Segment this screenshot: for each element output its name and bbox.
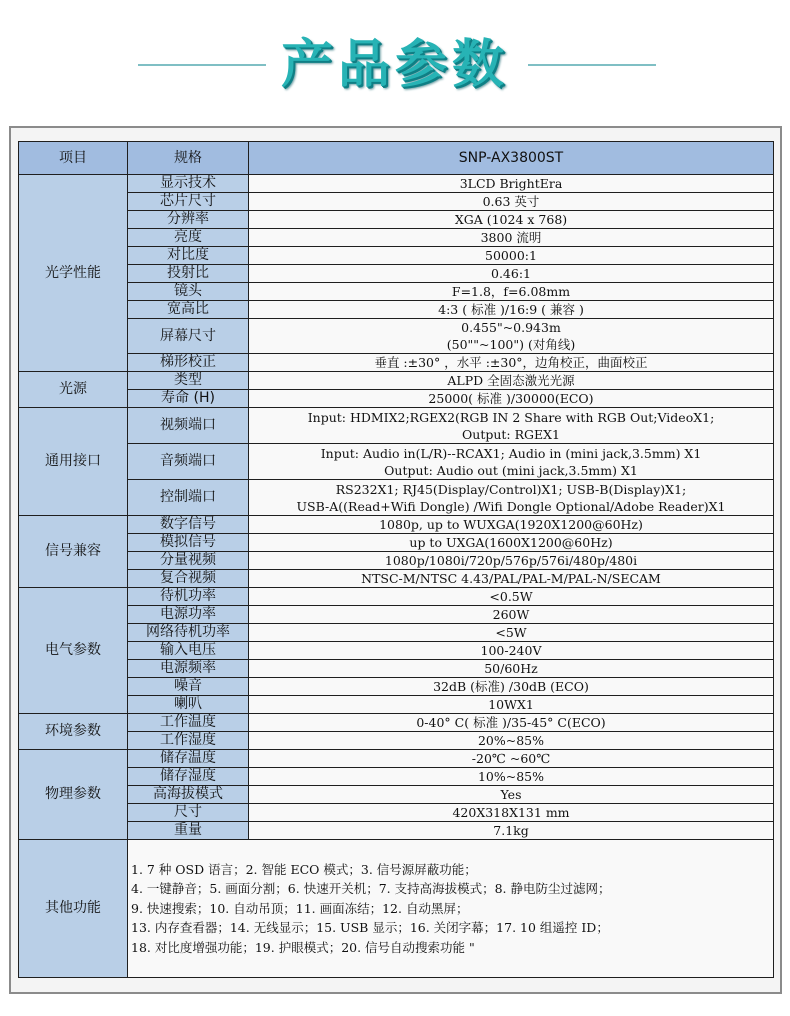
spec-value — [249, 552, 774, 570]
spec-value — [249, 750, 774, 768]
spec-value-line: 100-240V — [480, 643, 542, 658]
spec-value — [249, 372, 774, 390]
spec-name: 模拟信号 — [128, 534, 249, 552]
table-row — [19, 229, 774, 247]
other-functions-list — [128, 840, 774, 978]
spec-value-line: RS232X1; RJ45(Display/Control)X1; USB-B(Display)X1; — [335, 481, 687, 497]
spec-name: 喇叭 — [128, 696, 249, 714]
spec-value-line: 0-40° C( 标准 )/35-45° C(ECO) — [416, 715, 606, 730]
header-item: 项目 — [19, 142, 128, 175]
spec-value — [249, 822, 774, 840]
spec-value-line: <5W — [495, 625, 527, 640]
spec-name: 尺寸 — [128, 804, 249, 822]
spec-value-line: 20%~85% — [477, 733, 545, 748]
spec-name: 储存湿度 — [128, 768, 249, 786]
spec-value-line: Output: RGEX1 — [462, 426, 560, 442]
spec-name: 分辨率 — [128, 211, 249, 229]
spec-value-line: Input: HDMIX2;RGEX2(RGB IN 2 Share with RGB Out;VideoX1; — [307, 409, 715, 425]
spec-name: 屏幕尺寸 — [128, 319, 249, 354]
spec-value — [249, 696, 774, 714]
spec-name: 芯片尺寸 — [128, 193, 249, 211]
spec-value-line: XGA (1024 x 768) — [454, 212, 568, 227]
spec-value-line: Yes — [500, 787, 522, 802]
spec-value — [249, 642, 774, 660]
spec-value — [249, 786, 774, 804]
table-row — [19, 247, 774, 265]
spec-value — [249, 301, 774, 319]
spec-value — [249, 570, 774, 588]
spec-value — [249, 319, 774, 354]
table-row — [19, 301, 774, 319]
spec-name: 重量 — [128, 822, 249, 840]
group-name: 其他功能 — [19, 840, 128, 978]
header-model: SNP-AX3800ST — [249, 142, 774, 175]
spec-name: 电源频率 — [128, 660, 249, 678]
table-header-row — [19, 142, 774, 175]
other-function-line: 4. 一键静音；5. 画面分割；6. 快速开关机；7. 支持高海拔模式；8. 静电防尘过滤网； — [131, 881, 611, 897]
table-row — [19, 408, 774, 444]
table-row — [19, 283, 774, 301]
spec-name: 噪音 — [128, 678, 249, 696]
group-name: 光源 — [19, 372, 128, 408]
header-spec: 规格 — [128, 142, 249, 175]
spec-value-line: USB-A((Read+Wifi Dongle) /Wifi Dongle Optional/Adobe Reader)X1 — [296, 498, 726, 514]
spec-name: 工作温度 — [128, 714, 249, 732]
group-name: 电气参数 — [19, 588, 128, 714]
spec-value-line: -20℃ ~60℃ — [471, 751, 551, 766]
spec-name: 显示技术 — [128, 175, 249, 193]
table-row — [19, 534, 774, 552]
spec-value-line: NTSC-M/NTSC 4.43/PAL/PAL-M/PAL-N/SECAM — [361, 571, 661, 586]
group-name: 环境参数 — [19, 714, 128, 750]
page-title: 产品参数 — [280, 35, 509, 95]
spec-value — [249, 193, 774, 211]
spec-value-line: Output: Audio out (mini jack,3.5mm) X1 — [384, 462, 638, 478]
spec-value — [249, 247, 774, 265]
spec-value — [249, 175, 774, 193]
table-row — [19, 372, 774, 390]
spec-value-line: 0.46:1 — [491, 266, 531, 281]
table-row — [19, 319, 774, 354]
spec-name: 输入电压 — [128, 642, 249, 660]
spec-value — [249, 390, 774, 408]
spec-name: 待机功率 — [128, 588, 249, 606]
table-row — [19, 193, 774, 211]
table-row — [19, 516, 774, 534]
table-row — [19, 624, 774, 642]
spec-value-line: 垂直 :±30° ，水平 :±30°，边角校正，曲面校正 — [374, 355, 648, 370]
spec-value-line: 260W — [492, 607, 530, 622]
spec-name: 分量视频 — [128, 552, 249, 570]
spec-value-line: 32dB (标准) /30dB (ECO) — [433, 679, 589, 694]
spec-value-line: 420X318X131 mm — [452, 805, 570, 820]
spec-value — [249, 534, 774, 552]
spec-name: 复合视频 — [128, 570, 249, 588]
group-name: 物理参数 — [19, 750, 128, 840]
table-row — [19, 570, 774, 588]
table-row-other-functions — [19, 840, 774, 978]
spec-name: 亮度 — [128, 229, 249, 247]
spec-value — [249, 408, 774, 444]
spec-name: 投射比 — [128, 265, 249, 283]
spec-value — [249, 660, 774, 678]
table-row — [19, 642, 774, 660]
spec-name: 类型 — [128, 372, 249, 390]
group-name: 通用接口 — [19, 408, 128, 516]
table-row — [19, 696, 774, 714]
spec-table-body — [19, 142, 774, 978]
spec-value-line: up to UXGA(1600X1200@60Hz) — [409, 535, 613, 550]
spec-value-line: Input: Audio in(L/R)--RCAX1; Audio in (mini jack,3.5mm) X1 — [320, 445, 702, 461]
spec-value-line: 7.1kg — [493, 823, 529, 838]
group-name: 光学性能 — [19, 175, 128, 372]
spec-value-line: 10WX1 — [488, 697, 534, 712]
spec-value-line: 1080p/1080i/720p/576p/576i/480p/480i — [384, 553, 638, 568]
spec-value — [249, 354, 774, 372]
table-row — [19, 390, 774, 408]
table-row — [19, 175, 774, 193]
spec-name: 储存温度 — [128, 750, 249, 768]
spec-value — [249, 211, 774, 229]
table-row — [19, 786, 774, 804]
spec-value — [249, 678, 774, 696]
spec-value-line: ALPD 全固态激光光源 — [447, 373, 575, 388]
spec-value — [249, 804, 774, 822]
spec-value-line: 25000( 标准 )/30000(ECO) — [428, 391, 594, 406]
table-row — [19, 354, 774, 372]
other-function-line: 13. 内存查看器；14. 无线显示；15. USB 显示；16. 关闭字幕；17. 10 组遥控 ID； — [131, 920, 609, 936]
spec-value-line: 3LCD BrightEra — [459, 176, 563, 191]
spec-value-line: 0.455"~0.943m — [461, 320, 561, 335]
spec-name: 对比度 — [128, 247, 249, 265]
table-row — [19, 660, 774, 678]
spec-value-line: 50/60Hz — [484, 661, 538, 676]
spec-value — [249, 588, 774, 606]
table-row — [19, 588, 774, 606]
other-function-line: 18. 对比度增强功能；19. 护眼模式；20. 信号自动搜索功能 " — [131, 939, 475, 955]
spec-value-line: 4:3 ( 标准 )/16:9 ( 兼容 ) — [438, 302, 584, 317]
spec-name: 工作湿度 — [128, 732, 249, 750]
spec-name: 镜头 — [128, 283, 249, 301]
spec-value — [249, 265, 774, 283]
table-row — [19, 265, 774, 283]
table-row — [19, 714, 774, 732]
spec-name: 宽高比 — [128, 301, 249, 319]
spec-value — [249, 516, 774, 534]
table-row — [19, 552, 774, 570]
group-name: 信号兼容 — [19, 516, 128, 588]
table-row — [19, 750, 774, 768]
spec-name: 寿命 (H) — [128, 390, 249, 408]
spec-table — [18, 141, 774, 978]
spec-value — [249, 480, 774, 516]
other-function-line: 9. 快速搜索；10. 自动吊顶；11. 画面冻结；12. 自动黑屏； — [131, 900, 469, 916]
spec-name: 音频端口 — [128, 444, 249, 480]
spec-value-line: <0.5W — [489, 589, 533, 604]
page-header — [0, 0, 790, 110]
table-row — [19, 804, 774, 822]
spec-value-line: 10%~85% — [477, 769, 545, 784]
spec-name: 梯形校正 — [128, 354, 249, 372]
spec-name: 电源功率 — [128, 606, 249, 624]
spec-value — [249, 768, 774, 786]
table-row — [19, 768, 774, 786]
spec-value-line: F=1.8，f=6.08mm — [451, 284, 571, 299]
spec-value — [249, 444, 774, 480]
spec-value-line: 3800 流明 — [480, 230, 542, 245]
spec-value-line: 0.63 英寸 — [482, 194, 540, 209]
spec-name: 数字信号 — [128, 516, 249, 534]
spec-name: 视频端口 — [128, 408, 249, 444]
spec-name: 高海拔模式 — [128, 786, 249, 804]
spec-name: 控制端口 — [128, 480, 249, 516]
spec-value — [249, 606, 774, 624]
spec-value-line: 1080p, up to WUXGA(1920X1200@60Hz) — [379, 517, 643, 532]
other-function-line: 1. 7 种 OSD 语言；2. 智能 ECO 模式；3. 信号源屏蔽功能； — [131, 861, 477, 877]
spec-value — [249, 229, 774, 247]
table-row — [19, 211, 774, 229]
title-right-rule — [528, 64, 656, 66]
spec-value — [249, 283, 774, 301]
table-row — [19, 444, 774, 480]
spec-value-line: 50000:1 — [485, 248, 537, 263]
spec-name: 网络待机功率 — [128, 624, 249, 642]
table-row — [19, 606, 774, 624]
spec-value — [249, 732, 774, 750]
spec-value-line: (50""~100") (对角线) — [446, 337, 576, 352]
table-row — [19, 822, 774, 840]
table-row — [19, 678, 774, 696]
spec-value — [249, 714, 774, 732]
table-row — [19, 480, 774, 516]
spec-value — [249, 624, 774, 642]
table-row — [19, 732, 774, 750]
